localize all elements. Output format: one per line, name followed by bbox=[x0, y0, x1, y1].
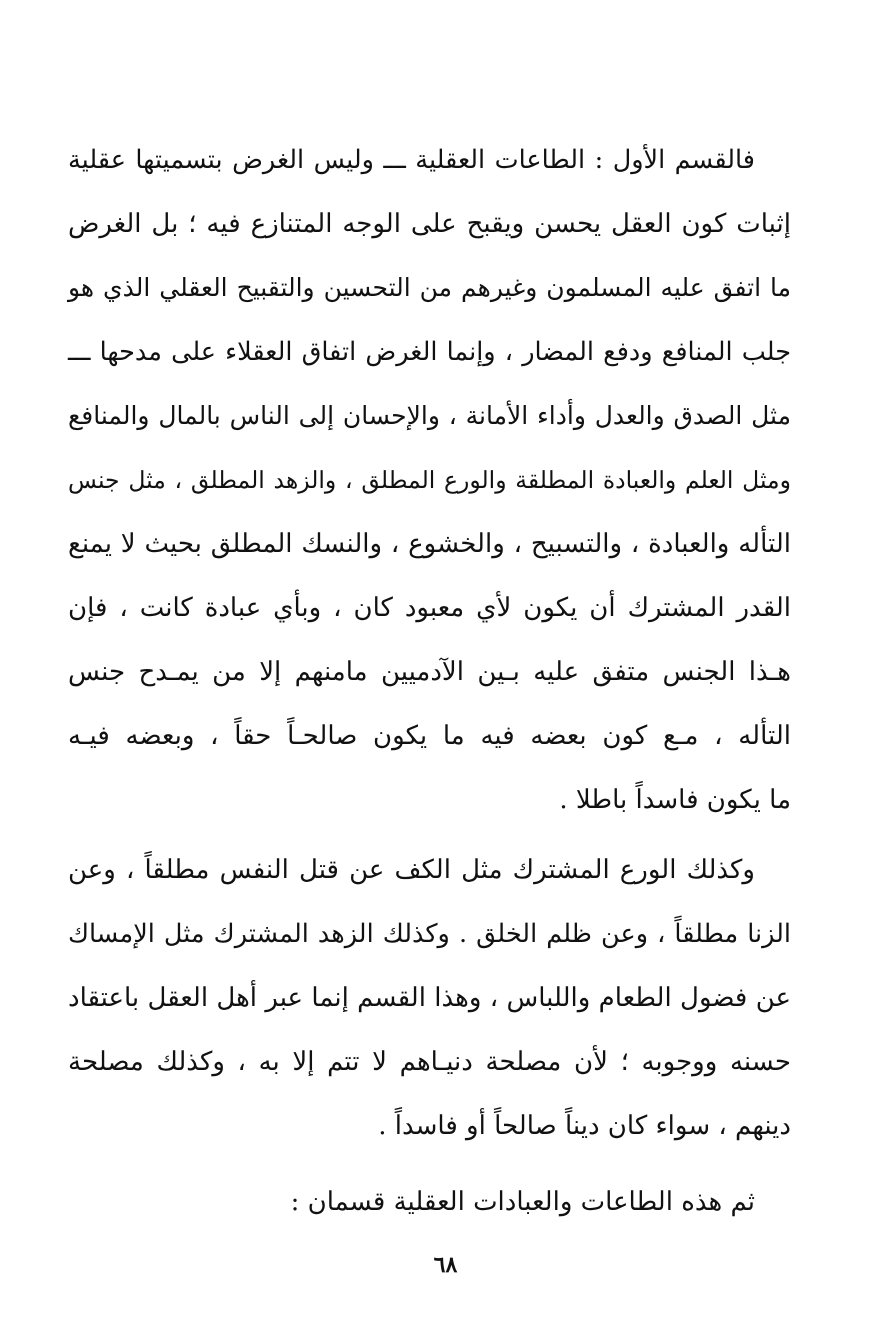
page-number: ٦٨ bbox=[433, 1252, 458, 1278]
text-line: القدر المشترك أن يكون لأي معبود كان ، وبأي عبادة كانت ، فإن bbox=[68, 593, 791, 623]
text-line: حسنه ووجوبه ؛ لأن مصلحة دنيـاهم لا تتم إلا به ، وكذلك مصلحة bbox=[68, 1047, 791, 1077]
text-line: إثبات كون العقل يحسن ويقبح على الوجه المتنازع فيه ؛ بل الغرض bbox=[68, 209, 791, 239]
text-line: ما اتفق عليه المسلمون وغيرهم من التحسين والتقبيح العقلي الذي هو bbox=[68, 273, 791, 302]
text-line: وكذلك الورع المشترك مثل الكف عن قتل النفس مطلقاً ، وعن bbox=[68, 855, 755, 885]
paragraph-3 bbox=[68, 1170, 791, 1234]
text-line: هـذا الجنس متفق عليه بـين الآدميين مامنهم إلا من يمـدح جنس bbox=[68, 657, 791, 687]
text-line: التأله والعبادة ، والتسبيح ، والخشوع ، والنسك المطلق بحيث لا يمنع bbox=[68, 529, 791, 559]
text-line: دينهم ، سواء كان ديناً صالحاً أو فاسداً . bbox=[378, 1111, 791, 1141]
text-line: التأله ، مـع كون بعضه فيه ما يكون صالحـاً حقاً ، وبعضه فيـه bbox=[68, 721, 791, 751]
text-line: ثم هذه الطاعات والعبادات العقلية قسمان : bbox=[290, 1187, 755, 1217]
text-line: فالقسم الأول : الطاعات العقلية ـــ وليس الغرض بتسميتها عقلية bbox=[68, 145, 755, 175]
text-line: مثل الصدق والعدل وأداء الأمانة ، والإحسان إلى الناس بالمال والمنافع bbox=[68, 401, 791, 430]
text-line: ومثل العلم والعبادة المطلقة والورع المطلق ، والزهد المطلق ، مثل جنس bbox=[68, 466, 791, 494]
text-line: ما يكون فاسداً باطلا . bbox=[559, 785, 791, 815]
paragraph-2 bbox=[68, 838, 791, 1158]
paragraph-1 bbox=[68, 128, 791, 832]
text-line: الزنا مطلقاً ، وعن ظلم الخلق . وكذلك الزهد المشترك مثل الإمساك bbox=[68, 919, 791, 949]
text-line: عن فضول الطعام واللباس ، وهذا القسم إنما عبر أهل العقل باعتقاد bbox=[68, 983, 791, 1013]
text-line: جلب المنافع ودفع المضار ، وإنما الغرض اتفاق العقلاء على مدحها ـــ bbox=[68, 337, 791, 367]
